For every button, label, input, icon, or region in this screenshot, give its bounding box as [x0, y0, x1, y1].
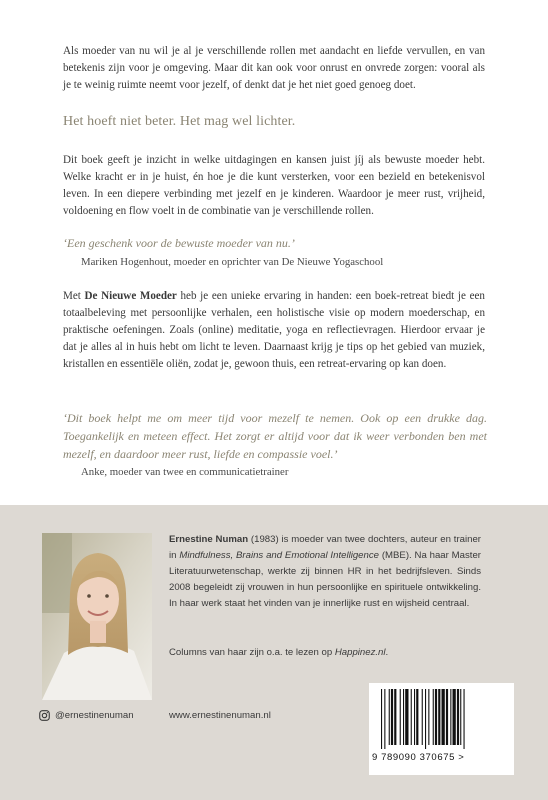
intro-paragraph: Als moeder van nu wil je al je verschillende rollen met aandacht en liefde vervullen, en van betekenis zijn voor je omgeving. Maar dit kan ook voor onrust en onvrede zorgen: vooral als je te weinig ruimte neemt voor jezelf, of denkt dat je het niet goed genoeg doet. [63, 45, 485, 91]
columns-note-text: Columns van haar zijn o.a. te lezen op [169, 647, 335, 658]
author-bio-italic: Mindfulness, Brains and Emotional Intelligence [179, 550, 379, 561]
author-bio-part-2: (MBE). Na haar Master Literatuurwetenschap, werkte zij binnen HR in het bedrijfsleven. Sinds 2008 begeleidt zij vrouwen in hun persoonlijke en spirituele ontwikkeling. In haar werk staat het vinden van je innerlijke rust en wijsheid centraal. [169, 550, 482, 609]
instagram-handle-text: @ernestinenuman [55, 710, 134, 721]
book-paragraph-prefix: Met [63, 290, 85, 302]
book-paragraph-rest: heb je een unieke ervaring in handen: een boek-retreat biedt je een totaalbeleving met persoonlijke verhalen, een holistische visie op modern moederschap, en praktische oefeningen. Zoals (online) meditatie, yoga en reflectievragen. Hierdoor ervaar je dat je alles al in huis hebt om licht te leven. Daarnaast krijg je tips op het gebied van muziek, kristallen en essentiële oliën, zodat je, gewoon thuis, een retreat-ervaring op kan doen. [63, 290, 485, 370]
barcode-bars [369, 683, 514, 751]
endorsement-author-1: Mariken Hogenhout, moeder en oprichter van De Nieuwe Yogaschool [81, 256, 384, 268]
tagline: Het hoeft niet beter. Het mag wel lichter. [63, 114, 296, 129]
columns-note [169, 647, 388, 658]
book-title-bold: De Nieuwe Moeder [84, 290, 177, 302]
author-photo [42, 533, 152, 700]
endorsement-author-2: Anke, moeder van twee en communicatietrainer [81, 466, 289, 478]
book-paragraph [63, 288, 485, 373]
endorsement-quote-1: ‘Een geschenk voor de bewuste moeder van nu.’ [63, 236, 295, 250]
endorsement-quote-2: ‘Dit boek helpt me om meer tijd voor mezelf te nemen. Ook op een drukke dag. Toegankelijk en meteen effect. Het zorgt er altijd voor dat ik weer verbonden ben met mezelf, en daardoor meer rust, liefde en compassie voel.’ [63, 411, 487, 461]
author-bio-part-1: (1983) is moeder van twee dochters, auteur en trainer in [169, 534, 481, 561]
instagram-handle[interactable] [39, 710, 134, 721]
columns-note-end: . [385, 647, 389, 658]
columns-site: Happinez.nl [334, 647, 386, 658]
barcode-digits: 9 789090 370675 > [372, 752, 465, 763]
instagram-icon [39, 710, 50, 721]
website-link[interactable]: www.ernestinenuman.nl [169, 710, 271, 721]
description-paragraph: Dit boek geeft je inzicht in welke uitdagingen en kansen juist jíj als bewuste moeder hebt. Welke kracht er in je huist, én hoe je die kunt versterken, voor een bezield en betekenisvol leven. In een diepere verbinding met jezelf en je kinderen. Waardoor je meer rust, vrijheid, voldoening en flow voelt in de combinatie van je verschillende rollen. [63, 154, 485, 217]
author-name: Ernestine Numan [169, 534, 249, 545]
author-bio [169, 532, 481, 612]
